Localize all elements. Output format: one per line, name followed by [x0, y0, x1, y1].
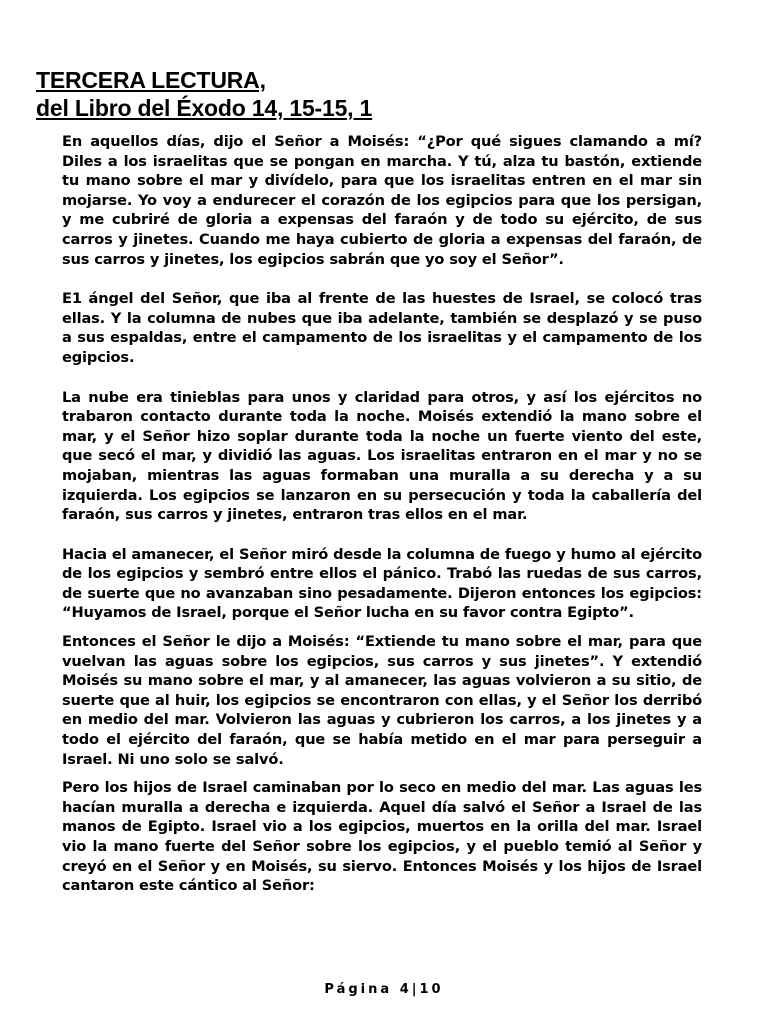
paragraph-1: En aquellos días, dijo el Señor a Moisés: “¿Por qué sigues clamando a mí? Diles a los israelitas que se pongan en marcha. Y tú, alza tu bastón, extiende tu mano sobre el mar y divídelo, para que los israelitas entren en el mar sin mojarse. Yo voy a endurecer el corazón de los egipcios para que los persigan, y me cubriré de gloria a expensas del faraón y de todo su ejército, de sus carros y jinetes. Cuando me haya cubierto de gloria a expensas del faraón, de sus carros y jinetes, los egipcios sabrán que yo soy el Señor”.: [62, 133, 702, 268]
paragraph-6: Pero los hijos de Israel caminaban por lo seco en medio del mar. Las aguas les hacían muralla a derecha e izquierda. Aquel día salvó el Señor a Israel de las manos de Egipto. Israel vio a los egipcios, muertos en la orilla del mar. Israel vio la mano fuerte del Señor sobre los egipcios, y el pueblo temió al Señor y creyó en el Señor y en Moisés, su siervo. Entonces Moisés y los hijos de Israel cantaron este cántico al Señor:: [62, 779, 702, 895]
reading-body: [62, 132, 702, 896]
page-number: Página 4|10: [324, 982, 444, 997]
reading-title: [36, 66, 372, 122]
paragraph-2: E1 ángel del Señor, que iba al frente de las huestes de Israel, se colocó tras ellas. Y la columna de nubes que iba adelante, también se desplazó y se puso a sus espaldas, entre el campamento de los israelitas y el campamento de los egipcios.: [62, 290, 702, 366]
paragraph-4: Hacia el amanecer, el Señor miró desde la columna de fuego y humo al ejército de los egipcios y sembró entre ellos el pánico. Trabó las ruedas de sus carros, de suerte que no avanzaban sino pesadamente. Dijeron entonces los egipcios: “Huyamos de Israel, porque el Señor lucha en su favor contra Egipto”.: [62, 545, 702, 622]
title-line-1: TERCERA LECTURA,: [36, 67, 266, 93]
title-line-2: del Libro del Éxodo 14, 15-15, 1: [36, 95, 373, 121]
paragraph-3: La nube era tinieblas para unos y claridad para otros, y así los ejércitos no trabaron contacto durante toda la noche. Moisés extendió la mano sobre el mar, y el Señor hizo soplar durante toda la noche un fuerte viento del este, que secó el mar, y dividió las aguas. Los israelitas entraron en el mar y no se mojaban, mientras las aguas formaban una muralla a su derecha y a su izquierda. Los egipcios se lanzaron en su persecución y toda la caballería del faraón, sus carros y jinetes, entraron tras ellos en el mar.: [62, 388, 702, 524]
paragraph-5: Entonces el Señor le dijo a Moisés: “Extiende tu mano sobre el mar, para que vuelvan las aguas sobre los egipcios, sus carros y sus jinetes”. Y extendió Moisés su mano sobre el mar, y al amanecer, las aguas volvieron a su sitio, de suerte que al huir, los egipcios se encontraron con ellas, y el Señor los derribó en medio del mar. Volvieron las aguas y cubrieron los carros, a los jinetes y a todo el ejército del faraón, que se había metido en el mar para perseguir a Israel. Ni uno solo se salvó.: [62, 633, 702, 768]
